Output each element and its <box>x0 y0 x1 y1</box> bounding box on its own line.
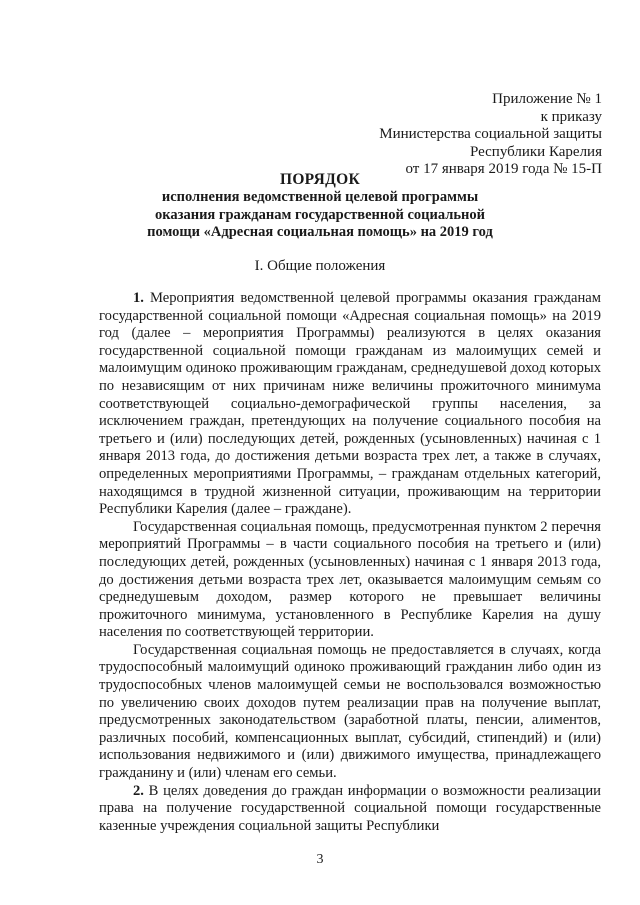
document-title: ПОРЯДОК <box>279 171 361 188</box>
appendix-line: к приказу <box>540 108 602 125</box>
page-number: 3 <box>316 852 324 867</box>
document-subtitle-line: помощи «Адресная социальная помощь» на 2019 год <box>147 224 493 241</box>
appendix-line: от 17 января 2019 года № 15-П <box>405 161 602 178</box>
paragraph-text: Государственная социальная помощь не предоставляется в случаях, когда трудоспособный малоимущий одиноко проживающий гражданин либо один из трудоспособных членов малоимущей семьи не воспользовался возможностью по увеличению своих доходов путем реализации прав на получение выплат, предусмотренных законодательством (заработной платы, пенсии, алиментов, различных пособий, компенсационных выплат, субсидий, стипендий) и (или) использования недвижимого и (или) движимого имущества, принадлежащего гражданину и (или) членам его семьи. <box>99 641 601 782</box>
paragraph-1 <box>99 290 601 519</box>
document-title-block <box>70 170 570 242</box>
paragraph-text: Мероприятия ведомственной целевой программы оказания гражданам государственной социальной помощи «Адресная социальная помощь» на 2019 год (далее – мероприятия Программы) реализуются в целях оказания государственной социальной помощи гражданам из малоимущих семей и малоимущим одиноко проживающим гражданам, среднедушевой доход которых по независящим от них причинам ниже величины прожиточного минимума соответствующей социально-демографической группы населения, за исключением граждан, претендующих на получение социального пособия на третьего и (или) последующих детей, рожденных (усыновленных) начиная с 1 января 2013 года, до достижения детьми возраста трех лет, а также в случаях, определенных мероприятиями Программы, – гражданам отдельных категорий, находящимся в трудной жизненной ситуации, проживающим на территории Республики Карелия (далее – граждане). <box>99 290 601 518</box>
paragraph-number: 1. <box>133 290 144 306</box>
appendix-line: Министерства социальной защиты <box>379 126 602 143</box>
paragraph-2 <box>99 519 601 642</box>
appendix-line: Приложение № 1 <box>492 91 602 107</box>
appendix-header <box>379 91 602 179</box>
paragraph-text: В целях доведения до граждан информации о возможности реализации права на получение государственной социальной помощи государственные казенные учреждения социальной защиты Республики <box>99 782 601 834</box>
paragraph-number: 2. <box>133 782 144 799</box>
document-subtitle-line: оказания гражданам государственной социальной <box>155 206 485 223</box>
paragraph-4 <box>99 783 601 836</box>
paragraph-text: Государственная социальная помощь, предусмотренная пунктом 2 перечня мероприятий Программы – в части социального пособия на третьего и (или) последующих детей, рожденных (усыновленных) начиная с 1 января 2013 года, до достижения детьми возраста трех лет, оказывается малоимущим семьям со среднедушевым доходом, размер которого не превышает величины прожиточного минимума, установленного в Республике Карелия на душу населения по соответствующей территории. <box>99 518 601 641</box>
paragraph-3 <box>99 642 601 783</box>
appendix-line: Республики Карелия <box>469 143 602 160</box>
section-title: I. Общие положения <box>254 258 386 274</box>
document-body <box>99 290 601 835</box>
document-subtitle-line: исполнения ведомственной целевой программы <box>161 189 479 205</box>
